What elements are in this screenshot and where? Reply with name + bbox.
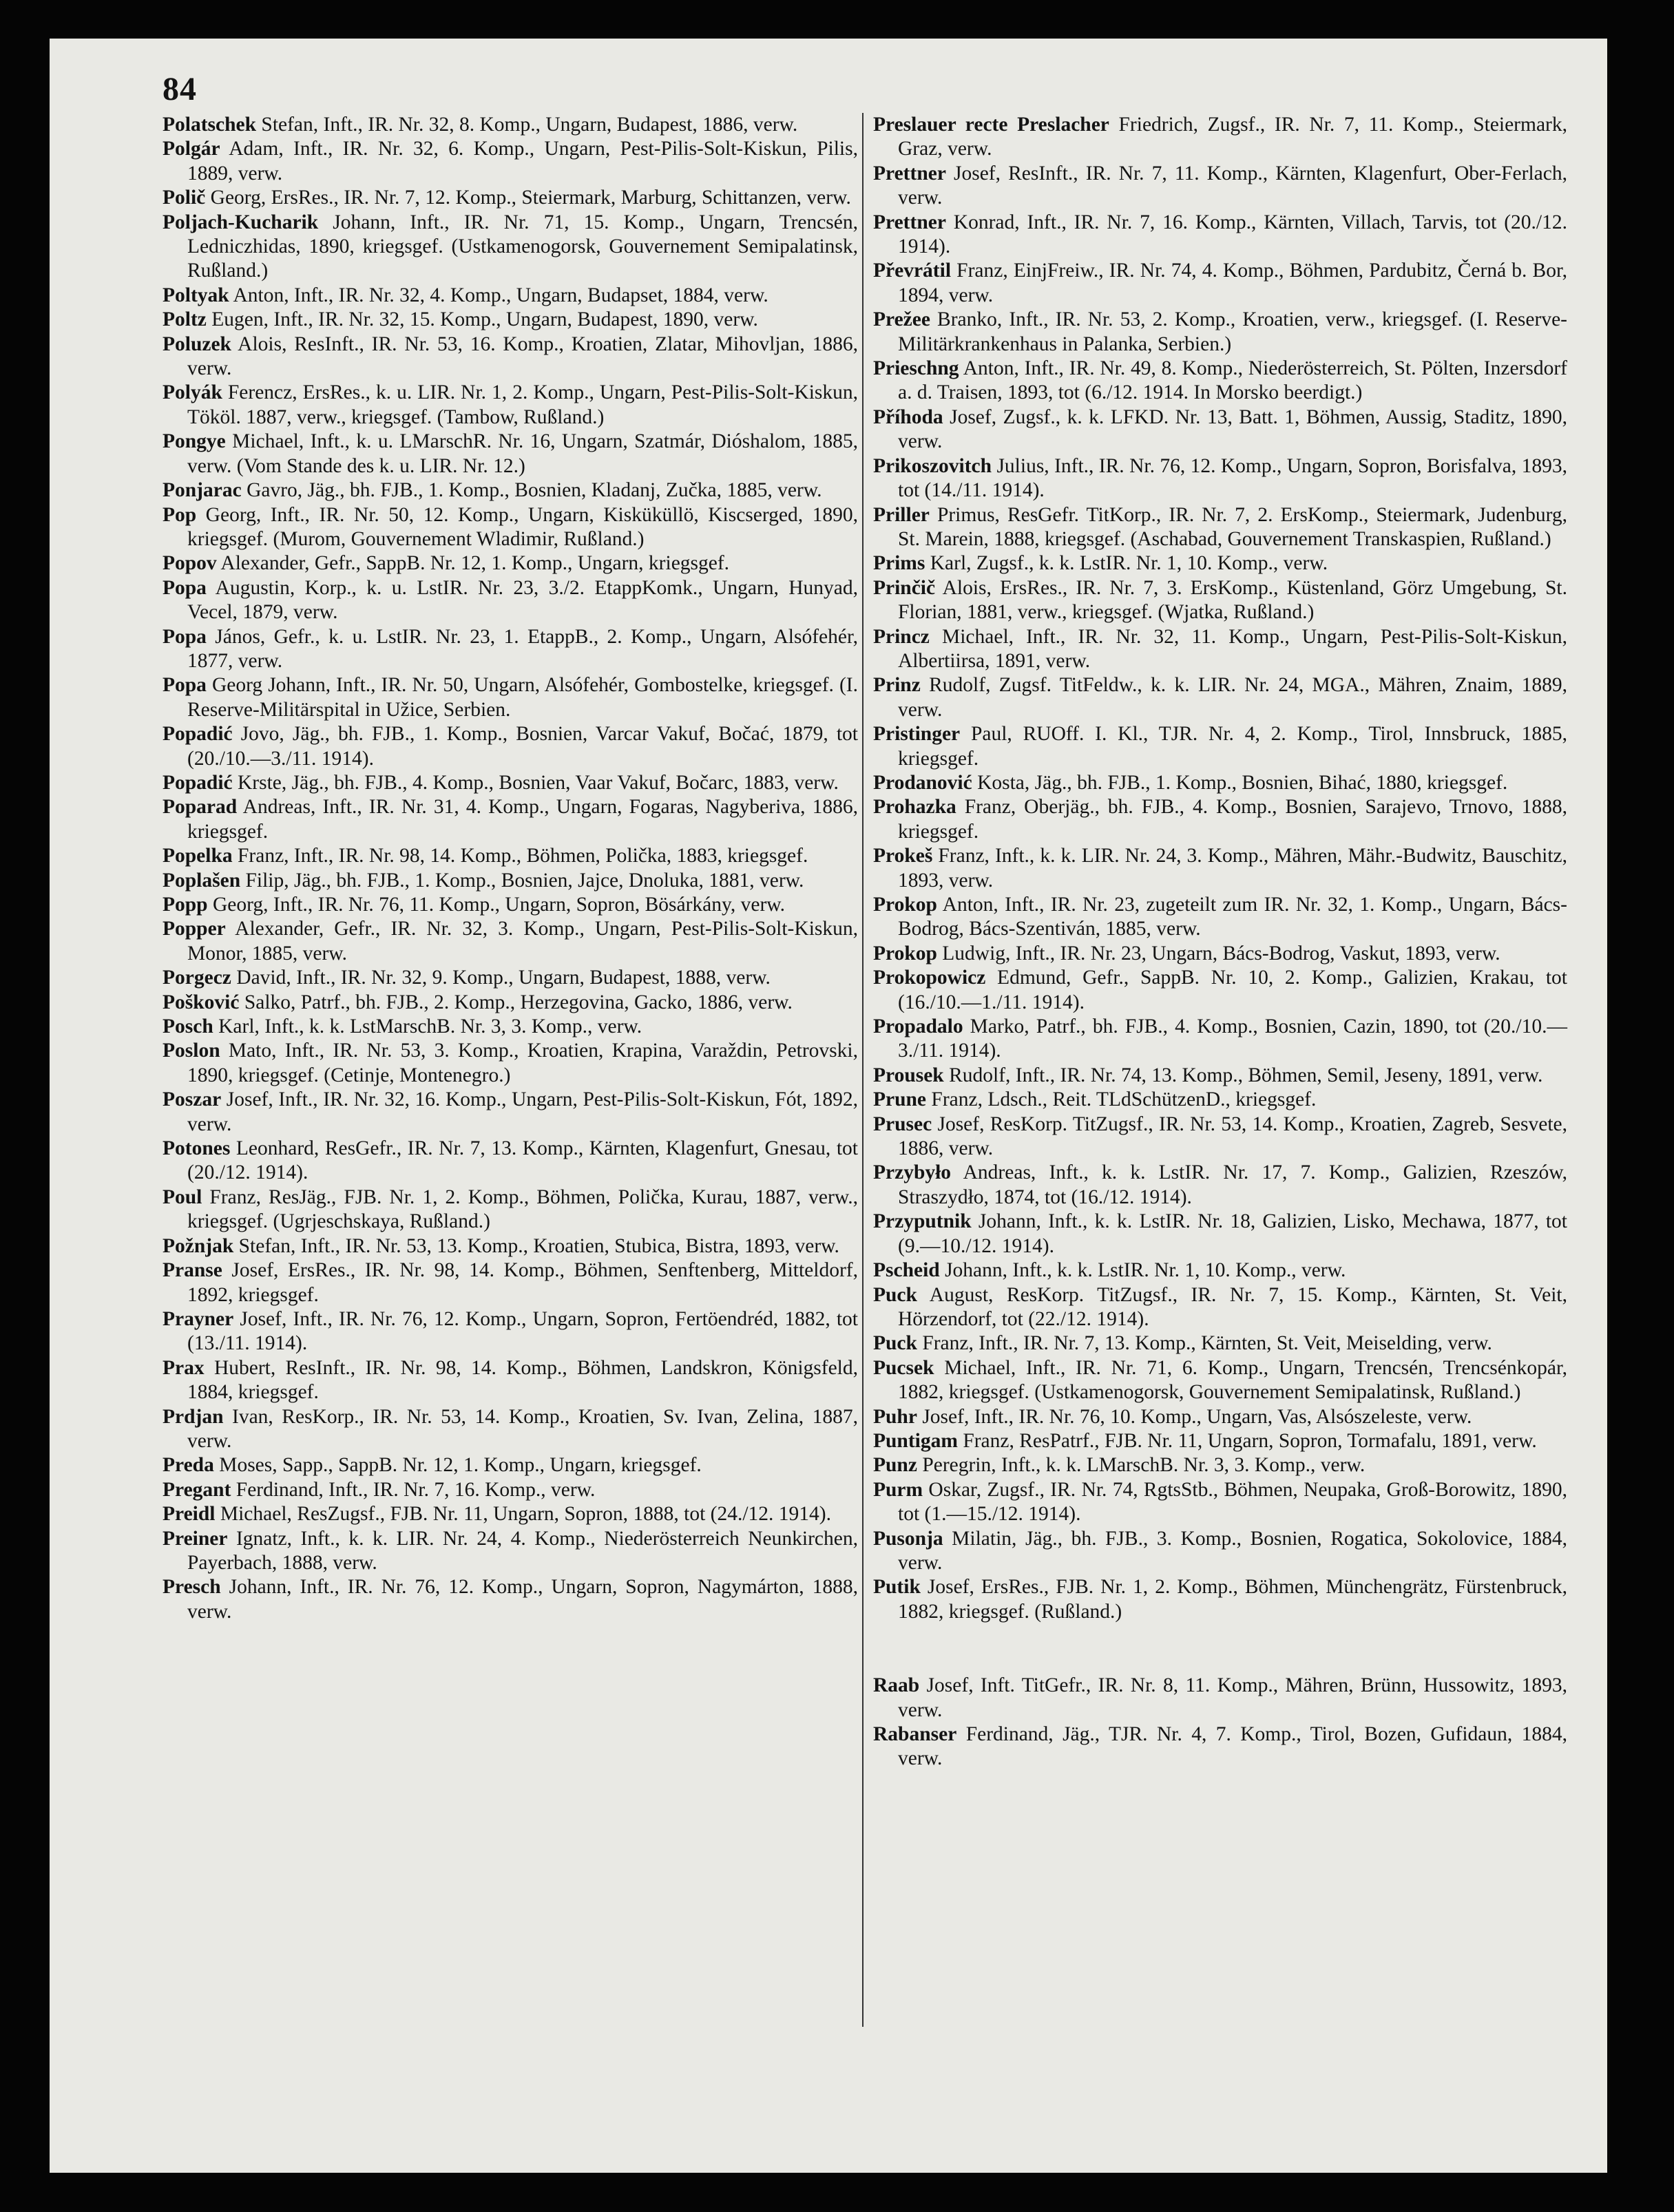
list-item (873, 844, 1567, 893)
entry-surname: Poslon (163, 1040, 220, 1062)
list-item (163, 1186, 858, 1234)
entry-details: Alexander, Gefr., IR. Nr. 32, 3. Komp., Ungarn, Pest-Pilis-Solt-Kiskun, Monor, 1885, verw. (187, 918, 858, 965)
entries-p (873, 113, 1567, 1624)
list-item (163, 1502, 858, 1526)
entry-details: Josef, Inft., IR. Nr. 76, 12. Komp., Ungarn, Sopron, Fertöendréd, 1882, tot (13./11. 1914). (187, 1307, 858, 1355)
entry-surname: Prokop (873, 894, 937, 916)
entry-surname: Prusec (873, 1113, 932, 1135)
entry-details: Michael, ResZugsf., FJB. Nr. 11, Ungarn, Sopron, 1888, tot (24./12. 1914). (215, 1503, 831, 1526)
entry-details: Adam, Inft., IR. Nr. 32, 6. Komp., Ungarn, Pest-Pilis-Solt-Kiskun, Pilis, 1889, verw. (187, 138, 858, 185)
entry-details: Marko, Patrf., bh. FJB., 4. Komp., Bosnien, Cazin, 1890, tot (20./10.—3./11. 1914). (898, 1015, 1567, 1062)
entry-surname: Prousek (873, 1064, 944, 1086)
list-item (873, 625, 1567, 674)
entry-details: Anton, Inft., IR. Nr. 23, zugeteilt zum IR. Nr. 32, 1. Komp., Ungarn, Bács-Bodrog, Bács-Szentiván, 1885, verw. (898, 894, 1567, 940)
entry-details: Josef, ErsRes., FJB. Nr. 1, 2. Komp., Böhmen, Münchengrätz, Fürstenbruck, 1882, kriegsgef. (Rußland.) (898, 1576, 1567, 1623)
entry-details: Josef, ResInft., IR. Nr. 7, 11. Komp., Kärnten, Klagenfurt, Ober-Ferlach, verw. (898, 162, 1567, 209)
entry-details: Branko, Inft., IR. Nr. 53, 2. Komp., Kroatien, verw., kriegsgef. (I. Reserve-Militärkrankenhaus in Palanka, Serbien.) (898, 308, 1567, 355)
entry-details: Franz, Inft., k. k. LIR. Nr. 24, 3. Komp., Mähren, Mähr.-Budwitz, Bauschitz, 1893, verw. (898, 845, 1567, 892)
entry-details: Johann, Inft., k. k. LstIR. Nr. 18, Galizien, Lisko, Mechawa, 1877, tot (9.—10./12. 1914). (898, 1210, 1567, 1257)
entry-details: Franz, Inft., IR. Nr. 98, 14. Komp., Böhmen, Polička, 1883, kriegsgef. (232, 845, 808, 867)
entry-surname: Potones (163, 1137, 231, 1160)
entry-surname: Pop (163, 503, 197, 526)
list-item (163, 966, 858, 990)
entry-surname: Prieschng (873, 357, 959, 380)
list-item (873, 722, 1567, 771)
entry-details: Stefan, Inft., IR. Nr. 32, 8. Komp., Ungarn, Budapest, 1886, verw. (256, 114, 798, 136)
list-item (163, 991, 858, 1015)
list-item (163, 1527, 858, 1576)
entry-surname: Poltz (163, 308, 207, 331)
list-item (873, 259, 1567, 308)
list-item (163, 381, 858, 430)
entry-details: Georg, Inft., IR. Nr. 50, 12. Komp., Ungarn, Kisküküllö, Kiscserged, 1890, kriegsgef. (Murom, Gouvernement Wladimir, Rußland.) (187, 503, 858, 550)
entry-surname: Popp (163, 894, 208, 916)
entry-surname: Prokopowicz (873, 967, 986, 989)
list-item (163, 1137, 858, 1186)
list-item (873, 1210, 1567, 1258)
list-item (163, 844, 858, 868)
right-column (873, 113, 1567, 1771)
entry-surname: Punz (873, 1454, 917, 1477)
list-item (873, 1527, 1567, 1576)
entry-surname: Puck (873, 1332, 917, 1355)
entry-surname: Priller (873, 503, 930, 526)
entry-surname: Polič (163, 187, 206, 209)
entry-surname: Poszar (163, 1088, 222, 1111)
list-item (163, 795, 858, 844)
entry-surname: Prayner (163, 1307, 234, 1330)
entry-details: Karl, Inft., k. k. LstMarschB. Nr. 3, 3. Komp., verw. (213, 1015, 642, 1038)
entry-details: Leonhard, ResGefr., IR. Nr. 7, 13. Komp., Kärnten, Klagenfurt, Gnesau, tot (20./12. 1914). (187, 1137, 858, 1184)
list-item (873, 966, 1567, 1015)
entry-details: Kosta, Jäg., bh. FJB., 1. Komp., Bosnien, Bihać, 1880, kriegsgef. (972, 771, 1508, 794)
entry-details: Franz, ResJäg., FJB. Nr. 1, 2. Komp., Böhmen, Polička, Kurau, 1887, verw., kriegsgef. (Ugrjeschskaya, Rußland.) (187, 1186, 858, 1233)
entry-details: János, Gefr., k. u. LstIR. Nr. 23, 1. EtappB., 2. Komp., Ungarn, Alsófehér, 1877, verw. (187, 625, 858, 672)
list-item (163, 551, 858, 576)
list-item (873, 357, 1567, 405)
entry-surname: Prokeš (873, 845, 933, 867)
list-item (163, 771, 858, 795)
entry-details: Anton, Inft., IR. Nr. 32, 4. Komp., Ungarn, Budapset, 1884, verw. (229, 284, 768, 306)
list-item (873, 308, 1567, 357)
entry-surname: Preslauer recte Preslacher (873, 114, 1109, 136)
entry-details: Franz, ResPatrf., FJB. Nr. 11, Ungarn, Sopron, Tormafalu, 1891, verw. (957, 1429, 1537, 1452)
entry-details: Josef, ErsRes., IR. Nr. 98, 14. Komp., Böhmen, Senftenberg, Mitteldorf, 1892, kriegsgef. (187, 1259, 858, 1306)
entry-details: Franz, Ldsch., Reit. TLdSchützenD., kriegsgef. (926, 1088, 1317, 1111)
list-item (163, 211, 858, 284)
entry-surname: Prdjan (163, 1405, 224, 1428)
entry-surname: Prettner (873, 211, 946, 233)
entry-surname: Polgár (163, 138, 220, 160)
list-item (163, 1258, 858, 1307)
list-item (873, 113, 1567, 162)
entry-details: Franz, Inft., IR. Nr. 7, 13. Komp., Kärnten, St. Veit, Meiselding, verw. (917, 1332, 1492, 1355)
entry-surname: Posch (163, 1015, 213, 1038)
list-item (873, 551, 1567, 576)
entry-surname: Popadić (163, 771, 233, 794)
list-item (163, 478, 858, 503)
list-item (163, 137, 858, 186)
list-item (873, 1283, 1567, 1332)
entry-details: Friedrich, Zugsf., IR. Nr. 7, 11. Komp., Steiermark, Graz, verw. (898, 114, 1567, 160)
scanned-page (50, 39, 1607, 2173)
entry-details: Alois, ResInft., IR. Nr. 53, 16. Komp., Kroatien, Zlatar, Mihovljan, 1886, verw. (187, 333, 858, 380)
entry-surname: Pregant (163, 1478, 231, 1501)
entry-surname: Puhr (873, 1405, 917, 1428)
entry-surname: Preidl (163, 1503, 216, 1526)
entry-details: Johann, Inft., IR. Nr. 76, 12. Komp., Ungarn, Sopron, Nagymárton, 1888, verw. (187, 1576, 858, 1623)
entry-surname: Pucsek (873, 1356, 934, 1379)
list-item (873, 1674, 1567, 1723)
entry-details: Josef, ResKorp. TitZugsf., IR. Nr. 53, 14. Komp., Kroatien, Zagreb, Sesvete, 1886, verw. (898, 1113, 1567, 1160)
entry-details: Alois, ErsRes., IR. Nr. 7, 3. ErsKomp., Küstenland, Görz Umgebung, St. Florian, 1881, verw., kriegsgef. (Wjatka, Rußland.) (898, 576, 1567, 624)
list-item (163, 1453, 858, 1477)
entry-surname: Prinz (873, 674, 921, 697)
list-item (873, 1405, 1567, 1429)
entry-details: Oskar, Zugsf., IR. Nr. 74, RgtsStb., Böhmen, Neupaka, Groß-Borowitz, 1890, tot (1.—15./12. 1914). (898, 1478, 1567, 1526)
entry-surname: Princz (873, 625, 930, 648)
list-item (163, 1015, 858, 1039)
list-item (163, 284, 858, 308)
page-number: 84 (163, 71, 197, 107)
entry-surname: Poplašen (163, 869, 241, 892)
entry-details: Ferdinand, Inft., IR. Nr. 7, 16. Komp., verw. (231, 1478, 596, 1501)
entry-details: Jovo, Jäg., bh. FJB., 1. Komp., Bosnien, Varcar Vakuf, Bočać, 1879, tot (20./10.—3./11. 1914). (187, 723, 858, 770)
list-item (873, 1453, 1567, 1477)
entry-surname: Poparad (163, 796, 238, 819)
entry-details: Gavro, Jäg., bh. FJB., 1. Komp., Bosnien, Kladanj, Zučka, 1885, verw. (241, 479, 822, 502)
entry-details: Edmund, Gefr., SappB. Nr. 10, 2. Komp., Galizien, Krakau, tot (16./10.—1./11. 1914). (898, 967, 1567, 1013)
entry-surname: Pranse (163, 1259, 222, 1282)
entry-surname: Příhoda (873, 405, 943, 428)
entry-details: Paul, RUOff. I. Kl., TJR. Nr. 4, 2. Komp., Tirol, Innsbruck, 1885, kriegsgef. (898, 723, 1567, 770)
entry-surname: Popov (163, 552, 217, 575)
entry-details: Krste, Jäg., bh. FJB., 4. Komp., Bosnien, Vaar Vakuf, Bočarc, 1883, verw. (232, 771, 839, 794)
entry-surname: Prune (873, 1088, 927, 1111)
section-gap (873, 1624, 1567, 1674)
entry-surname: Pristinger (873, 723, 961, 746)
entry-details: Michael, Inft., k. u. LMarschR. Nr. 16, Ungarn, Szatmár, Dióshalom, 1885, verw. (Vom Stande des k. u. LIR. Nr. 12.) (187, 430, 858, 477)
entry-details: David, Inft., IR. Nr. 32, 9. Komp., Ungarn, Budapest, 1888, verw. (231, 967, 771, 989)
list-item (873, 1113, 1567, 1161)
list-item (873, 1478, 1567, 1527)
entry-details: Michael, Inft., IR. Nr. 32, 11. Komp., Ungarn, Pest-Pilis-Solt-Kiskun, Albertiirsa, 1891, verw. (898, 625, 1567, 672)
list-item (163, 1478, 858, 1502)
list-item (873, 795, 1567, 844)
list-item (873, 942, 1567, 966)
entry-details: Stefan, Inft., IR. Nr. 53, 13. Komp., Kroatien, Stubica, Bistra, 1893, verw. (233, 1234, 839, 1257)
entry-surname: Przybyło (873, 1161, 952, 1184)
entry-details: Georg, ErsRes., IR. Nr. 7, 12. Komp., Steiermark, Marburg, Schittanzen, verw. (205, 187, 851, 209)
entry-surname: Polatschek (163, 114, 257, 136)
list-item (163, 333, 858, 381)
entry-details: Andreas, Inft., k. k. LstIR. Nr. 17, 7. Komp., Galizien, Rzeszów, Straszydło, 1874, tot (16./12. 1914). (898, 1161, 1567, 1208)
list-item (873, 893, 1567, 942)
list-item (163, 1039, 858, 1088)
entry-details: Georg, Inft., IR. Nr. 76, 11. Komp., Ungarn, Sopron, Bösárkány, verw. (207, 894, 786, 916)
entry-surname: Prinčič (873, 576, 936, 599)
entry-surname: Polyák (163, 381, 222, 404)
entry-surname: Prikoszovitch (873, 454, 992, 477)
list-item (873, 1161, 1567, 1210)
entry-surname: Pošković (163, 991, 240, 1013)
list-item (873, 576, 1567, 625)
entry-surname: Putik (873, 1576, 921, 1599)
entry-surname: Popelka (163, 845, 233, 867)
list-item (873, 673, 1567, 722)
list-item (873, 1723, 1567, 1771)
entry-details: Julius, Inft., IR. Nr. 76, 12. Komp., Ungarn, Sopron, Borisfalva, 1893, tot (14./11. 1914). (898, 454, 1567, 502)
list-item (873, 1088, 1567, 1112)
entry-details: Konrad, Inft., IR. Nr. 7, 16. Komp., Kärnten, Villach, Tarvis, tot (20./12. 1914). (898, 211, 1567, 258)
entry-details: Josef, Inft. TitGefr., IR. Nr. 8, 11. Komp., Mähren, Brünn, Hussowitz, 1893, verw. (898, 1674, 1567, 1721)
entry-details: Rudolf, Inft., IR. Nr. 74, 13. Komp., Böhmen, Semil, Jeseny, 1891, verw. (943, 1064, 1543, 1086)
entry-surname: Prims (873, 552, 925, 575)
entry-surname: Prax (163, 1356, 205, 1379)
entry-surname: Raab (873, 1674, 920, 1697)
list-item (873, 1429, 1567, 1453)
list-item (873, 1575, 1567, 1624)
list-item (163, 1405, 858, 1454)
entry-details: Johann, Inft., k. k. LstIR. Nr. 1, 10. Komp., verw. (939, 1259, 1346, 1282)
entry-details: Josef, Inft., IR. Nr. 32, 16. Komp., Ungarn, Pest-Pilis-Solt-Kiskun, Fót, 1892, verw. (187, 1088, 858, 1135)
list-item (163, 673, 858, 722)
entry-surname: Převrátil (873, 260, 952, 282)
list-item (163, 576, 858, 625)
entry-details: Georg Johann, Inft., IR. Nr. 50, Ungarn, Alsófehér, Gombostelke, kriegsgef. (I. Reserve-Militärspital in Užice, Serbien. (187, 674, 858, 721)
entry-details: Primus, ResGefr. TitKorp., IR. Nr. 7, 2. ErsKomp., Steiermark, Judenburg, St. Marein, 1888, kriegsgef. (Aschabad, Gouvernement Transkaspien, Rußland.) (898, 503, 1567, 550)
list-item (163, 186, 858, 210)
entry-surname: Prohazka (873, 796, 956, 819)
list-item (163, 113, 858, 137)
entry-surname: Popa (163, 674, 207, 697)
list-item (163, 1575, 858, 1624)
entry-details: Salko, Patrf., bh. FJB., 2. Komp., Herzegovina, Gacko, 1886, verw. (239, 991, 793, 1013)
list-item (873, 162, 1567, 211)
entry-surname: Prettner (873, 162, 946, 185)
entry-surname: Prokop (873, 942, 937, 965)
entry-surname: Požnjak (163, 1234, 234, 1257)
list-item (873, 503, 1567, 552)
list-item (163, 869, 858, 893)
entry-details: Ferdinand, Jäg., TJR. Nr. 4, 7. Komp., Tirol, Bozen, Gufidaun, 1884, verw. (898, 1723, 1567, 1770)
entry-surname: Przyputnik (873, 1210, 972, 1233)
entry-details: Augustin, Korp., k. u. LstIR. Nr. 23, 3./2. EtappKomk., Ungarn, Hunyad, Vecel, 1879, verw. (187, 576, 858, 624)
entry-details: Franz, EinjFreiw., IR. Nr. 74, 4. Komp., Böhmen, Pardubitz, Černá b. Bor, 1894, verw. (898, 260, 1567, 306)
entry-details: Anton, Inft., IR. Nr. 49, 8. Komp., Niederösterreich, St. Pölten, Inzersdorf a. d. Traisen, 1893, tot (6./12. 1914. In Morsko beerdigt.) (898, 357, 1567, 404)
list-item (873, 1331, 1567, 1356)
entry-surname: Poltyak (163, 284, 229, 306)
entry-details: Karl, Zugsf., k. k. LstIR. Nr. 1, 10. Komp., verw. (925, 552, 1328, 575)
entry-surname: Pusonja (873, 1527, 943, 1550)
entry-surname: Preda (163, 1454, 214, 1477)
list-item (163, 893, 858, 917)
entry-surname: Poljach-Kucharik (163, 211, 319, 233)
entry-details: Michael, Inft., IR. Nr. 71, 6. Komp., Ungarn, Trencsén, Trencsénkopár, 1882, kriegsgef. (Ustkamenogorsk, Gouvernement Semipalatinsk, Rußland.) (898, 1356, 1567, 1404)
entry-surname: Puntigam (873, 1429, 958, 1452)
entry-surname: Popa (163, 625, 207, 648)
entry-details: Ferencz, ErsRes., k. u. LIR. Nr. 1, 2. Komp., Ungarn, Pest-Pilis-Solt-Kiskun, Tököl. 1887, verw., kriegsgef. (Tambow, Rußland.) (187, 381, 858, 428)
list-item (163, 722, 858, 771)
entry-surname: Rabanser (873, 1723, 957, 1745)
entry-surname: Presch (163, 1576, 221, 1599)
list-item (163, 917, 858, 966)
entry-surname: Porgecz (163, 967, 231, 989)
entry-surname: Puck (873, 1283, 917, 1306)
entry-surname: Prodanović (873, 771, 972, 794)
entry-details: Filip, Jäg., bh. FJB., 1. Komp., Bosnien, Jajce, Dnoluka, 1881, verw. (240, 869, 804, 892)
entry-details: Eugen, Inft., IR. Nr. 32, 15. Komp., Ungarn, Budapest, 1890, verw. (206, 308, 758, 331)
entry-surname: Preiner (163, 1527, 228, 1550)
list-item (163, 1356, 858, 1405)
list-item (873, 1015, 1567, 1064)
list-item (163, 308, 858, 332)
entry-details: Josef, Inft., IR. Nr. 76, 10. Komp., Ungarn, Vas, Alsószeleste, verw. (917, 1405, 1472, 1428)
list-item (873, 1356, 1567, 1405)
column-divider (862, 113, 864, 2027)
list-item (873, 211, 1567, 260)
entry-surname: Purm (873, 1478, 923, 1501)
list-item (873, 771, 1567, 795)
entry-details: Hubert, ResInft., IR. Nr. 98, 14. Komp., Böhmen, Landskron, Königsfeld, 1884, kriegsgef. (187, 1356, 858, 1404)
list-item (873, 1064, 1567, 1088)
entry-surname: Popadić (163, 723, 233, 746)
entry-surname: Propadalo (873, 1015, 963, 1038)
entry-surname: Pscheid (873, 1259, 940, 1282)
list-item (163, 1234, 858, 1258)
list-item (163, 625, 858, 674)
entry-details: Ivan, ResKorp., IR. Nr. 53, 14. Komp., Kroatien, Sv. Ivan, Zelina, 1887, verw. (187, 1405, 858, 1452)
list-item (873, 1258, 1567, 1283)
entry-surname: Poluzek (163, 333, 231, 355)
entry-details: Mato, Inft., IR. Nr. 53, 3. Komp., Kroatien, Krapina, Varaždin, Petrovski, 1890, kriegsgef. (Cetinje, Montenegro.) (187, 1040, 858, 1086)
list-item (163, 1307, 858, 1356)
list-item (163, 1088, 858, 1137)
entry-surname: Poul (163, 1186, 202, 1208)
list-item (163, 430, 858, 478)
entry-details: Alexander, Gefr., SappB. Nr. 12, 1. Komp., Ungarn, kriegsgef. (216, 552, 730, 575)
list-item (873, 405, 1567, 454)
entry-details: Ignatz, Inft., k. k. LIR. Nr. 24, 4. Komp., Niederösterreich Neunkirchen, Payerbach, 1888, verw. (187, 1527, 858, 1574)
entry-surname: Prežee (873, 308, 930, 331)
entry-details: Andreas, Inft., IR. Nr. 31, 4. Komp., Ungarn, Fogaras, Nagyberiva, 1886, kriegsgef. (187, 796, 858, 843)
entries-r (873, 1674, 1567, 1771)
entry-details: Peregrin, Inft., k. k. LMarschB. Nr. 3, 3. Komp., verw. (917, 1454, 1366, 1477)
entry-surname: Popper (163, 918, 226, 940)
entry-details: August, ResKorp. TitZugsf., IR. Nr. 7, 15. Komp., Kärnten, St. Veit, Hörzendorf, tot (22./12. 1914). (898, 1283, 1567, 1330)
entry-details: Milatin, Jäg., bh. FJB., 3. Komp., Bosnien, Rogatica, Sokolovice, 1884, verw. (898, 1527, 1567, 1574)
entry-surname: Ponjarac (163, 479, 242, 502)
left-column (163, 113, 858, 1624)
entry-details: Johann, Inft., IR. Nr. 71, 15. Komp., Ungarn, Trencsén, Ledniczhidas, 1890, kriegsgef. (Ustkamenogorsk, Gouvernement Semipalatinsk, Rußland.) (187, 211, 858, 282)
entry-details: Ludwig, Inft., IR. Nr. 23, Ungarn, Bács-Bodrog, Vaskut, 1893, verw. (937, 942, 1500, 965)
entry-details: Moses, Sapp., SappB. Nr. 12, 1. Komp., Ungarn, kriegsgef. (213, 1454, 702, 1477)
list-item (873, 454, 1567, 503)
entry-details: Rudolf, Zugsf. TitFeldw., k. k. LIR. Nr. 24, MGA., Mähren, Znaim, 1889, verw. (898, 674, 1567, 721)
list-item (163, 503, 858, 552)
entry-surname: Pongye (163, 430, 226, 453)
entry-details: Josef, Zugsf., k. k. LFKD. Nr. 13, Batt. 1, Böhmen, Aussig, Staditz, 1890, verw. (898, 405, 1567, 453)
entry-surname: Popa (163, 576, 207, 599)
entry-details: Franz, Oberjäg., bh. FJB., 4. Komp., Bosnien, Sarajevo, Trnovo, 1888, kriegsgef. (898, 796, 1567, 843)
